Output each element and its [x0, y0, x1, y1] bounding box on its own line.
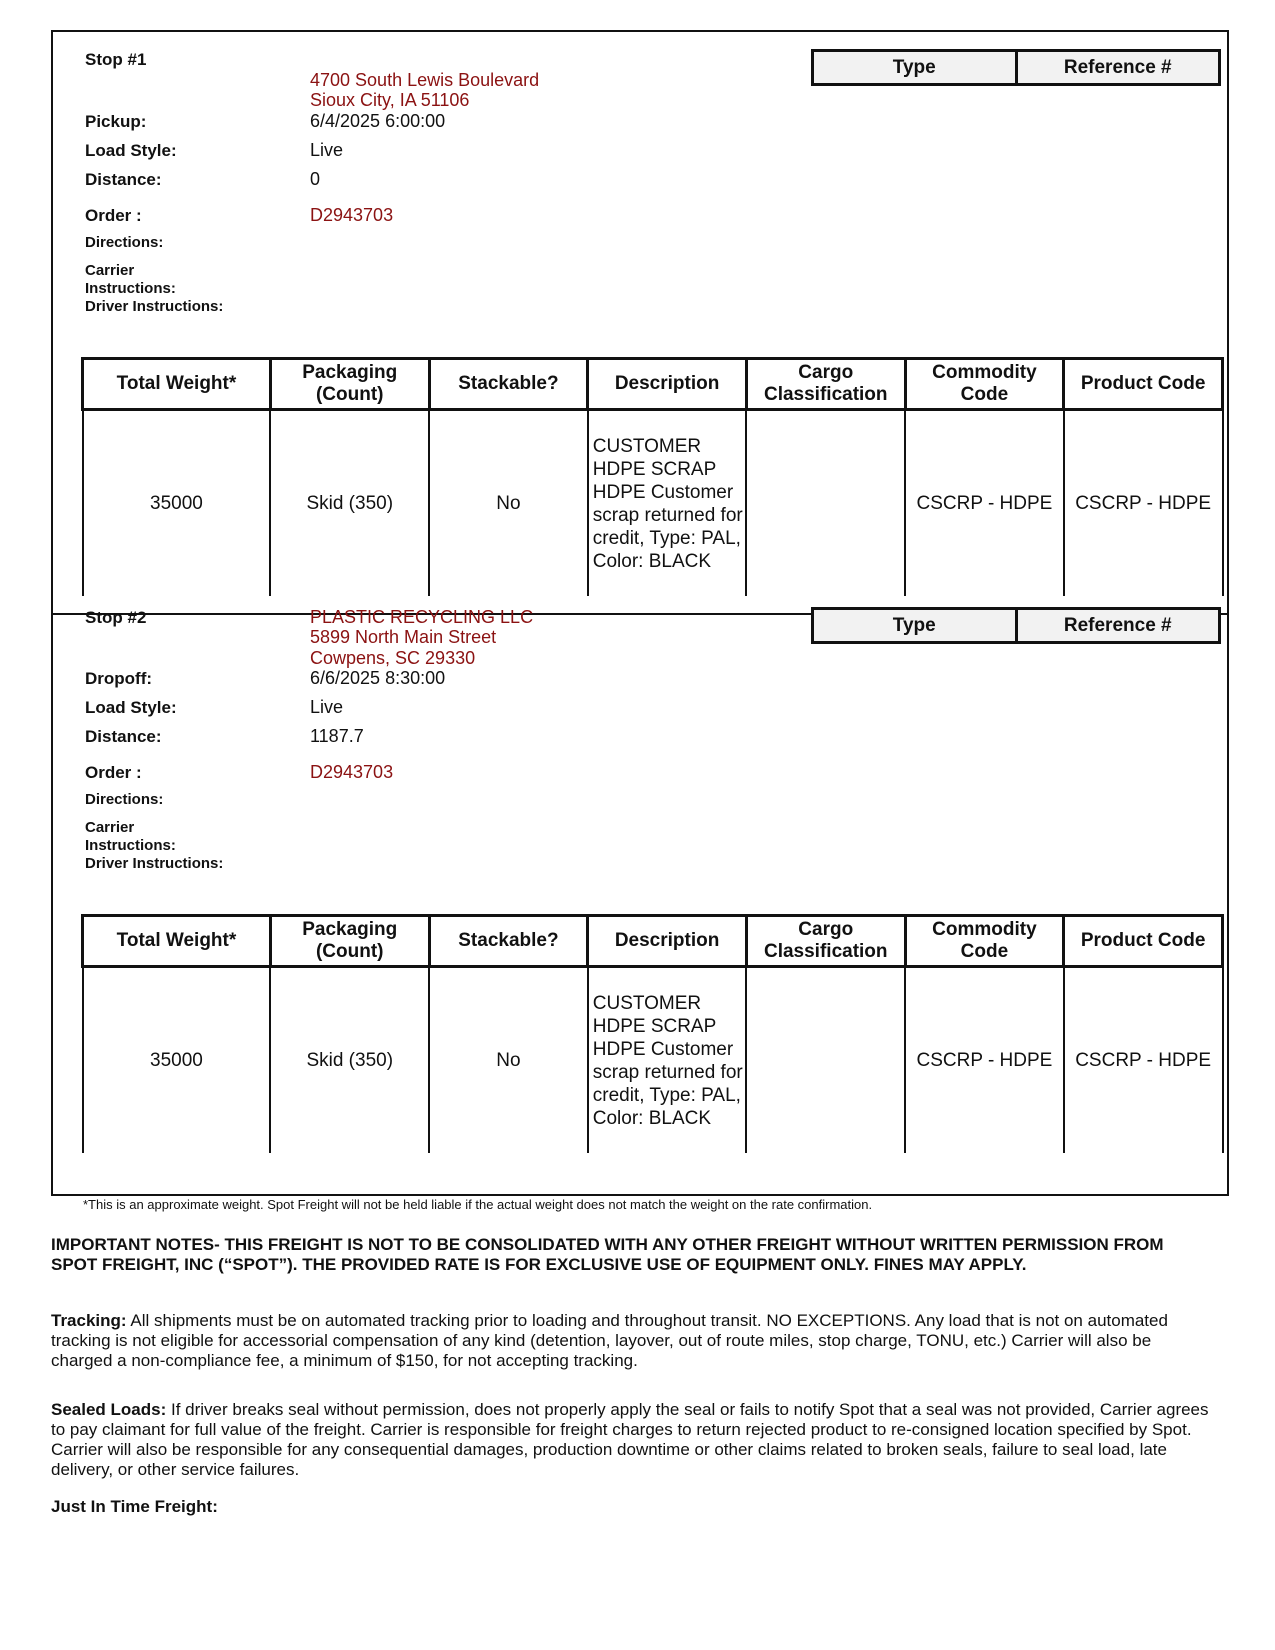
cargo-classification-cell [746, 410, 905, 597]
dropoff-label: Dropoff: [85, 669, 153, 688]
product-code-header: Product Code [1064, 359, 1223, 410]
commodity-code-header: Commodity Code [905, 359, 1064, 410]
order-number: D2943703 [310, 762, 394, 782]
commodity-code-header: Commodity Code [905, 916, 1064, 967]
description-header: Description [588, 359, 747, 410]
cargo-table [81, 357, 1224, 596]
carrier-instructions-label: Carrier [85, 262, 135, 279]
cargo-classification-header: Cargo Classification [746, 359, 905, 410]
table-row [83, 410, 1223, 597]
reference-header: Reference # [1015, 610, 1219, 641]
stop-2-section [51, 607, 1229, 1196]
stackable-header: Stackable? [429, 359, 588, 410]
load-style-label: Load Style: [85, 141, 177, 160]
commodity-code-cell: CSCRP - HDPE [905, 967, 1064, 1154]
sealed-loads-paragraph [51, 1400, 1211, 1480]
packaging-cell: Skid (350) [270, 410, 429, 597]
total-weight-header: Total Weight* [83, 359, 271, 410]
directions-label: Directions: [85, 234, 164, 251]
tracking-text: All shipments must be on automated tracking prior to loading and throughout transit. NO EXCEPTIONS. Any load that is not on automated tracking is not eligible for accessorial compensation of any kind (detention, layover, out of route miles, stop charge, TONU, etc.) Carrier will also be charged a non-compliance fee, a minimum of $150, for not accepting tracking. [51, 1311, 1168, 1370]
packaging-header: Packaging (Count) [270, 916, 429, 967]
driver-instructions-label: Driver Instructions: [85, 855, 224, 872]
stop-title: Stop #1 [85, 50, 147, 69]
stop-address-line: PLASTIC RECYCLING LLC [310, 607, 534, 627]
stop-address-line: Cowpens, SC 29330 [310, 648, 476, 668]
stop-1-section [51, 30, 1229, 613]
cargo-table [81, 914, 1224, 1153]
pickup-time: 6/4/2025 6:00:00 [310, 111, 446, 131]
dropoff-time: 6/6/2025 8:30:00 [310, 668, 446, 688]
jit-label: Just In Time Freight: [51, 1497, 218, 1516]
order-number: D2943703 [310, 205, 394, 225]
tracking-label: Tracking: [51, 1311, 127, 1330]
order-label: Order : [85, 763, 142, 782]
cargo-header-row [83, 916, 1223, 967]
reference-header: Reference # [1015, 52, 1219, 83]
total-weight-header: Total Weight* [83, 916, 271, 967]
load-style-value: Live [310, 140, 344, 160]
reference-table [811, 49, 1221, 86]
description-cell: CUSTOMER HDPE SCRAP HDPE Customer scrap returned for credit, Type: PAL, Color: BLACK [588, 410, 747, 597]
distance-label: Distance: [85, 727, 162, 746]
stackable-header: Stackable? [429, 916, 588, 967]
sealed-loads-text: If driver breaks seal without permission, does not properly apply the seal or fails to notify Spot that a seal was not provided, Carrier agrees to pay claimant for full value of the freight. Carrier is responsible for freight charges to return rejected product to re-consigned location specified by Spot. Carrier will also be responsible for any consequential damages, production downtime or other claims related to broken seals, failure to seal load, late delivery, or other service failures. [51, 1400, 1209, 1479]
load-style-label: Load Style: [85, 698, 177, 717]
directions-label: Directions: [85, 791, 164, 808]
weight-footnote: *This is an approximate weight. Spot Freight will not be held liable if the actual weight does not match the weight on the rate confirmation. [83, 1197, 873, 1212]
pickup-label: Pickup: [85, 112, 147, 131]
total-weight-cell: 35000 [83, 967, 271, 1154]
product-code-cell: CSCRP - HDPE [1064, 410, 1223, 597]
stop-address-line: 5899 North Main Street [310, 627, 497, 647]
stop-title: Stop #2 [85, 608, 147, 627]
cargo-classification-cell [746, 967, 905, 1154]
carrier-instructions-label: Instructions: [85, 280, 176, 297]
reference-table [811, 607, 1221, 644]
sealed-loads-label: Sealed Loads: [51, 1400, 167, 1419]
product-code-cell: CSCRP - HDPE [1064, 967, 1223, 1154]
jit-paragraph [51, 1497, 1211, 1517]
carrier-instructions-label: Instructions: [85, 837, 176, 854]
packaging-header: Packaging (Count) [270, 359, 429, 410]
tracking-paragraph [51, 1311, 1211, 1371]
commodity-code-cell: CSCRP - HDPE [905, 410, 1064, 597]
product-code-header: Product Code [1064, 916, 1223, 967]
carrier-instructions-label: Carrier [85, 819, 135, 836]
order-label: Order : [85, 206, 142, 225]
description-cell: CUSTOMER HDPE SCRAP HDPE Customer scrap returned for credit, Type: PAL, Color: BLACK [588, 967, 747, 1154]
driver-instructions-label: Driver Instructions: [85, 298, 224, 315]
load-style-value: Live [310, 697, 344, 717]
total-weight-cell: 35000 [83, 410, 271, 597]
stop-address-line: 4700 South Lewis Boulevard [310, 70, 540, 90]
stackable-cell: No [429, 967, 588, 1154]
packaging-cell: Skid (350) [270, 967, 429, 1154]
stop-address-line: Sioux City, IA 51106 [310, 90, 470, 110]
cargo-classification-header: Cargo Classification [746, 916, 905, 967]
distance-value: 1187.7 [310, 726, 364, 746]
stackable-cell: No [429, 410, 588, 597]
description-header: Description [588, 916, 747, 967]
important-notes: IMPORTANT NOTES- THIS FREIGHT IS NOT TO BE CONSOLIDATED WITH ANY OTHER FREIGHT WITHOUT WRITTEN PERMISSION FROM SPOT FREIGHT, INC (“SPOT”). THE PROVIDED RATE IS FOR EXCLUSIVE USE OF EQUIPMENT ONLY. FINES MAY APPLY. [51, 1235, 1164, 1274]
distance-value: 0 [310, 169, 321, 189]
distance-label: Distance: [85, 170, 162, 189]
type-header: Type [892, 614, 936, 636]
table-row [83, 967, 1223, 1154]
cargo-header-row [83, 359, 1223, 410]
type-header: Type [892, 56, 936, 78]
